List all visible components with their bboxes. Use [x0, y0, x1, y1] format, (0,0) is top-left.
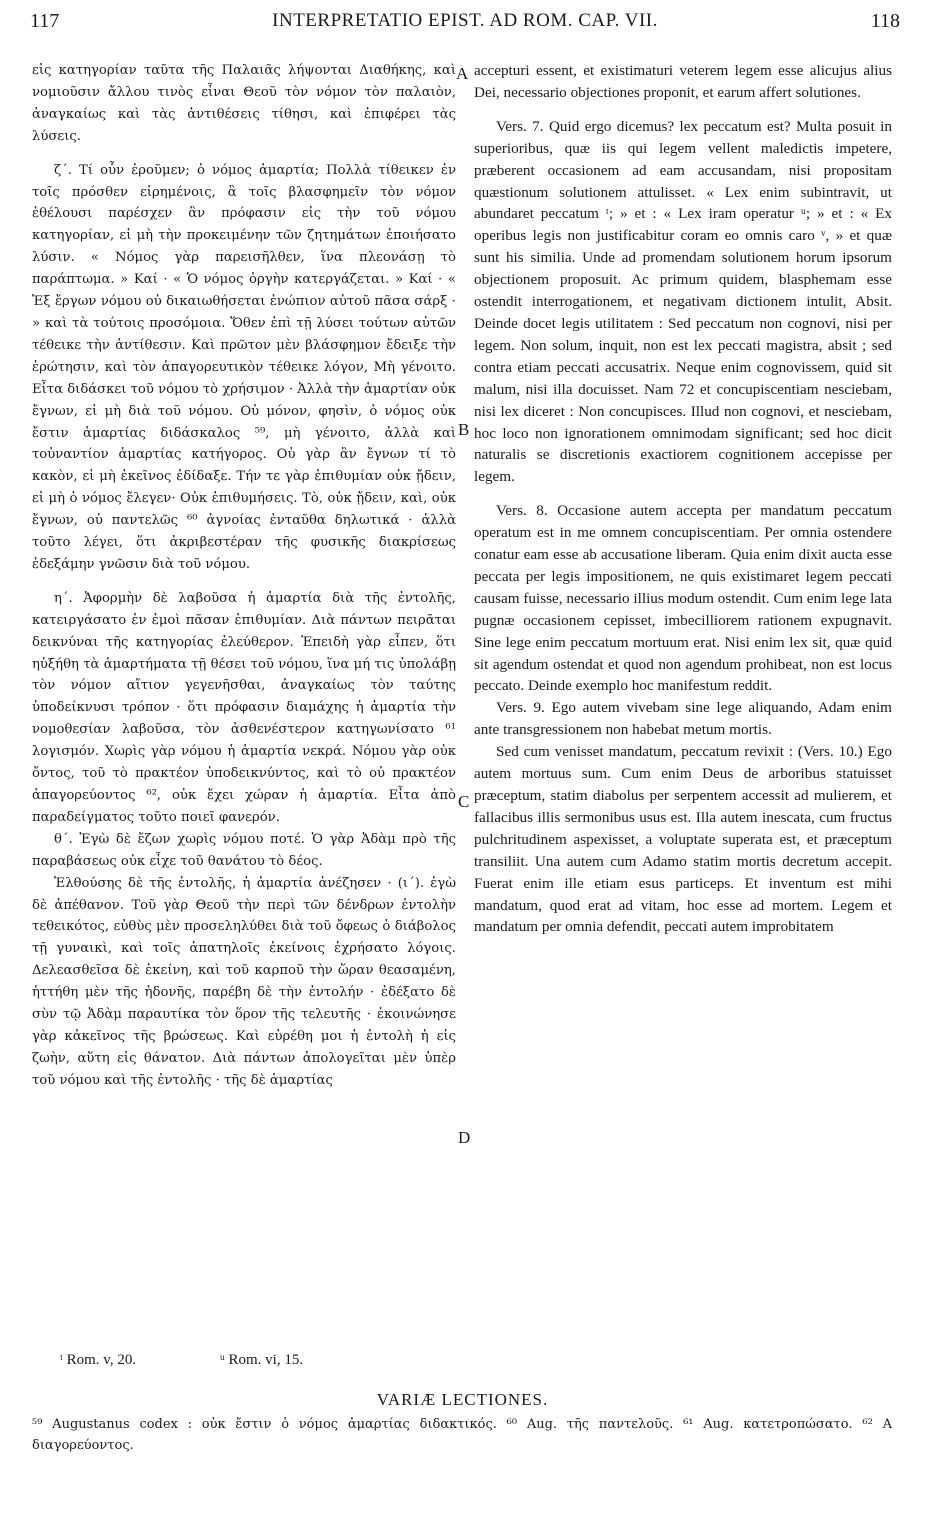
page-header — [30, 6, 900, 46]
greek-paragraph-5: Ἐλθούσης δὲ τῆς ἐντολῆς, ἡ ἁμαρτία ἀνέζησεν · (ι΄). ἐγὼ δὲ ἀπέθανον. Τοῦ γὰρ Θεοῦ τὴν περὶ τῶν δένδρων ἐντολὴν τεθεικότος, εὐθὺς μὲν προσεληλύθει διὰ τοῦ ὄφεως ὁ διάβολος τῇ γυναικὶ, καὶ τοῖς ἀπατηλοῖς ἐκείνοις ἐχρήσατο λόγοις. Δελεασθεῖσα δὲ ἐκείνη, καὶ τοῦ καρποῦ τὴν ὥραν θεασαμένη, ἡττήθη μὲν τῆς ἡδονῆς, παρέβη δὲ τὴν ἐντολήν · ἐδέξατο δὲ σὺν τῷ Ἀδὰμ παραυτίκα τὸν ὅρον τῆς τελευτῆς · ἐκοινώνησε γὰρ κἀκεῖνος τῆς βρώσεως. Καὶ εὑρέθη μοι ἡ ἐντολὴ ἡ εἰς ζωὴν, αὕτη εἰς θάνατον. Διὰ πάντων ἀπολογεῖται μὲν ὑπὲρ τοῦ νόμου καὶ τῆς ἐντολῆς · τῆς δὲ ἁμαρτίας — [32, 875, 456, 1088]
margin-letter-d: D — [458, 1128, 471, 1147]
latin-paragraph-2: Vers. 7. Quid ergo dicemus? lex peccatum est? Multa posuit in superioribus, quæ iis qui legem vellent maledictis impetere, præberent occasionem ad eam accusandam, nisi propositam quæstionum solutionem attulisset. « Lex enim subintravit, ut abundaret peccatum ᵗ; » et : « Lex iram operatur ᵘ; » et : « Ex operibus legis non justificabitur coram eo omnis caro ᵛ, » et quæ sunt his similia. Unde ad promendam solutionem horum ipsorum objectionem proposuit. Ac primum quidem, blasphemam esse ostendit interrogationem, et negativam dictionem intulit, Absit. Deinde docet legis utilitatem : Sed peccatum non cognovi, nisi per legem. Non solum, inquit, non est lex peccati magistra, absit ; sed contra etiam peccati accusatrix. Neque enim cognovissem, quid sit malum, nisi illa docuisset. Nam 72 et concupiscentiam nesciebam, nisi lex diceret : Non concupisces. Illud non cognovi, et nesciebam, hoc loco non ignorationem omnimodam significant; sed hoc dicit naturalis se discretionis exactiorem cognitionem accepisse per legem. — [474, 117, 892, 486]
margin-letter-b: B — [458, 420, 470, 439]
footnote-t: ᵗ Rom. v, 20. — [60, 1352, 137, 1368]
latin-paragraph-4: Vers. 9. Ego autem vivebam sine lege aliquando, Adam enim ante transgressionem non habebat metum mortis. — [474, 699, 892, 739]
greek-column — [32, 60, 456, 1092]
latin-column — [474, 60, 892, 938]
footnote-u: ᵘ Rom. vi, 15. — [219, 1352, 304, 1368]
variae-lectiones-text: ⁵⁹ Augustanus codex : οὐκ ἔστιν ὁ νόμος ἁμαρτίας διδακτικός. ⁶⁰ Aug. τῆς παντελοῦς. ⁶¹ Aug. κατετροπώσατο. ⁶² A διαγορεύοντος. — [32, 1417, 892, 1453]
greek-paragraph-4: θ΄. Ἐγὼ δὲ ἔζων χωρὶς νόμου ποτέ. Ὁ γὰρ Ἀδὰμ πρὸ τῆς παραβάσεως οὐκ εἶχε τοῦ θανάτου τὸ δέος. — [32, 831, 456, 869]
page-number-right: 118 — [870, 10, 900, 32]
margin-letter-a: A — [456, 64, 469, 83]
greek-paragraph-2: ζ΄. Τί οὖν ἐροῦμεν; ὁ νόμος ἁμαρτία; Πολλὰ τίθεικεν ἐν τοῖς πρόσθεν εἰρημένοις, ἃ τοῖς βλασφημεῖν τὸν νόμον ἐθέλουσι παρέσχεν ἂν πρόφασιν εἰς τὴν τοῦ νόμου κατηγορίαν, εἰ μὴ τὴν προκειμένην τῶν ζητημάτων ἐποιήσατο λύσιν. « Νόμος γὰρ παρεισῆλθεν, ἵνα πλεονάσῃ τὸ παράπτωμα. » Καί · « Ὁ νόμος ὀργὴν κατεργάζεται. » Καί · « Ἐξ ἔργων νόμου οὐ δικαιωθήσεται ἐνώπιον αὐτοῦ πᾶσα σάρξ · » καὶ τὰ τούτοις προσόμοια. Ὅθεν ἐπὶ τῇ λύσει τούτων αὐτῶν τέθεικε τὴν ἀντίθεσιν. Καὶ πρῶτον μὲν βλάσφημον ἔδειξε τὴν ἐρώτησιν, καὶ τὸν ἀπαγορευτικὸν τέθεικε λόγον, Μὴ γένοιτο. Εἶτα διδάσκει τοῦ νόμου τὸ χρήσιμον · Ἀλλὰ τὴν ἁμαρτίαν οὐκ ἔγνων, εἰ μὴ διὰ τοῦ νόμου. Οὐ μόνον, φησὶν, ὁ νόμος οὐκ ἔστιν ἁμαρτίας διδάσκαλος ⁵⁹, μὴ γένοιτο, ἀλλὰ καὶ τοὐναντίον ἁμαρτίας κατήγορος. Οὐ γὰρ ἂν ἔγνων τί τὸ κακὸν, εἰ μὴ ἐκεῖνος ἐδίδαξε. Τήν τε γὰρ ἐπιθυμίαν οὐκ ᾔδειν, εἰ μὴ ὁ νόμος ἔλεγεν· Οὐκ ἐπιθυμήσεις. Τὸ, οὐκ ᾔδειν, καὶ, οὐκ ἔγνων, οὐ παντελῶς ⁶⁰ ἀγνοίας ἐνταῦθα δηλωτικά · ἀλλὰ τοῦτο λέγει, ὅτι ἀκριβεστέραν τῆς φυσικῆς διακρίσεως ἐδεξάμην γνῶσιν διὰ τοῦ νόμου. — [32, 162, 456, 572]
latin-paragraph-3: Vers. 8. Occasione autem accepta per mandatum peccatum operatum est in me omnem concupiscentiam. Per omnia ostendere conatur eam esse ab accusatione liberam. Quia enim dixit aucta esse peccata per legis impositionem, ne quis existimaret legem peccati causam fuisse, necessario illius modum ostendit. Cum enim lege lata pugnæ occasionem cepisset, imbecilliorem rationem expugnavit. Sine lege enim peccatum mortuum erat. Nisi enim lex sit, quæ quid sit agendum ostendat et quod non agendum prohibeat, non est locus peccato. Deinde exemplo hoc manifestum reddit. — [474, 502, 892, 695]
margin-letter-c: C — [458, 792, 470, 811]
greek-paragraph-3: η΄. Ἀφορμὴν δὲ λαβοῦσα ἡ ἁμαρτία διὰ τῆς ἐντολῆς, κατειργάσατο ἐν ἐμοὶ πᾶσαν ἐπιθυμίαν. Διὰ πάντων πειρᾶται δεικνύναι τῆς κατηγορίας ἐλεύθερον. Ἐπειδὴ γὰρ εἶπεν, ὅτι ηὐξήθη τὰ ἁμαρτήματα τῇ θέσει τοῦ νόμου, ἵνα μή τις ὑπολάβῃ τὸν νόμον αἴτιον γεγενῆσθαι, ἀναγκαίως τὸν ταύτης ὑποδείκνυσι τρόπον · ὅτι πρόφασιν διαμάχης ἡ ἁμαρτία τὴν νομοθεσίαν λαβοῦσα, τὸν ἀσθενέστερον κατηγωνίσατο ⁶¹ λογισμόν. Χωρὶς γὰρ νόμου ἡ ἁμαρτία νεκρά. Νόμου γὰρ οὐκ ὄντος, τοῦ τὸ πρακτέον ὑποδεικνύντος, καὶ τὸ οὐ πρακτέον ἀπαγορεύοντος ⁶², οὐκ ἔχει χώραν ἡ ἁμαρτία. Εἶτα ἀπὸ παραδείγματος τοῦτο ποιεῖ φανερόν. — [32, 590, 456, 825]
greek-paragraph-1: εἰς κατηγορίαν ταῦτα τῆς Παλαιᾶς λήψονται Διαθήκης, καὶ νομιοῦσιν ἄλλου τινὸς εἶναι Θεοῦ τὸν νόμον τὸν παλαιὸν, ἀναγκαίως καὶ τὰς ἀντιθέσεις τίθησι, καὶ ἐπιφέρει τὰς λύσεις. — [32, 63, 456, 144]
latin-paragraph-1: accepturi essent, et existimaturi veterem legem esse alicujus alius Dei, necessario objectiones proponit, et earum affert solutiones. — [474, 62, 892, 101]
latin-paragraph-5: Sed cum venisset mandatum, peccatum revixit : (Vers. 10.) Ego autem mortuus sum. Cum enim Deus de arboribus statuisset præceptum, statim diabolus per serpentem accessit ad mulierem, et fallacibus illis sermonibus usus est. Illa autem inescata, cum fructus pulchritudinem aspexisset, a voluptate superata est, et præceptum transiliit. Una autem cum Adamo statim mortis decretum accepit. Fuerat enim ille etiam esus particeps. Et inventum est mihi mandatum, quod erat ad vitam, hoc esse ad mortem. Legem et mandatum per omnia defendit, peccati autem improbitatem — [474, 743, 892, 936]
footnotes — [60, 1352, 383, 1369]
page-number-left: 117 — [30, 10, 60, 32]
variae-lectiones-title: VARIÆ LECTIONES. — [376, 1390, 549, 1409]
running-title: INTERPRETATIO EPIST. AD ROM. CAP. VII. — [272, 10, 658, 31]
